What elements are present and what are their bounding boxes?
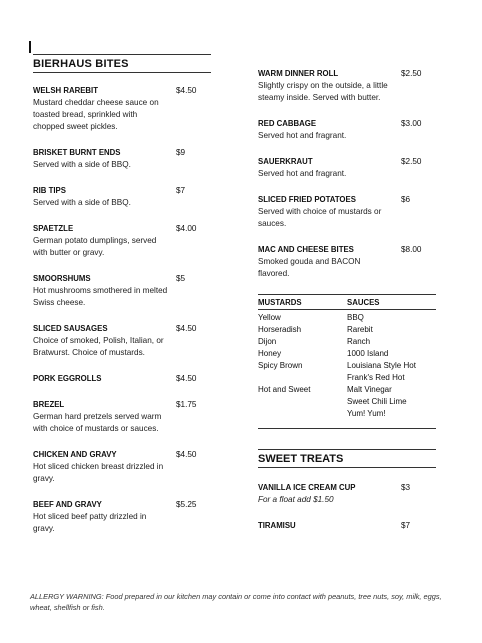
item-description: Served hot and fragrant. (258, 131, 347, 140)
item-price: $4.50 (176, 324, 197, 333)
item-description: Mustard cheddar cheese sauce on toasted bread, sprinkled with chopped sweet pickles. (33, 98, 159, 131)
menu-item (258, 118, 436, 142)
item-name: RED CABBAGE (258, 119, 317, 128)
mustards-header: MUSTARDS (258, 297, 347, 310)
item-name: BREZEL (33, 400, 65, 409)
sauce-item: Sweet Chili Lime (347, 397, 407, 406)
item-name: WARM DINNER ROLL (258, 69, 339, 78)
right-column (258, 68, 436, 546)
item-name: SPAETZLE (33, 224, 74, 233)
item-price: $7 (401, 521, 411, 530)
item-name: PORK EGGROLLS (33, 374, 102, 383)
allergy-warning: ALLERGY WARNING: Food prepared in our kitchen may contain or come into contact with peanuts, tree nuts, soy, milk, eggs, wheat, shellfish or fish. (30, 592, 442, 612)
sauce-item: 1000 Island (347, 349, 389, 358)
item-description: German hard pretzels served warm with choice of mustards or sauces. (33, 412, 162, 433)
item-price: $3.00 (401, 119, 422, 128)
item-price: $7 (176, 186, 186, 195)
sauce-item: Rarebit (347, 325, 373, 334)
item-description: Served with a side of BBQ. (33, 198, 131, 207)
item-price: $5.25 (176, 500, 197, 509)
sauce-item: Yum! Yum! (347, 409, 386, 418)
item-price: $4.50 (176, 86, 197, 95)
menu-item (258, 482, 436, 506)
left-column (33, 54, 211, 549)
item-price: $9 (176, 148, 186, 157)
menu-item (258, 520, 436, 532)
item-name: WELSH RAREBIT (33, 86, 98, 95)
item-name: MAC AND CHEESE BITES (258, 245, 354, 254)
item-name: BRISKET BURNT ENDS (33, 148, 121, 157)
item-price: $4.50 (176, 450, 197, 459)
menu-item (258, 244, 436, 280)
item-description: Hot mushrooms smothered in melted Swiss cheese. (33, 286, 168, 307)
item-price: $4.00 (176, 224, 197, 233)
item-description: Smoked gouda and BACON flavored. (258, 257, 361, 278)
item-name: CHICKEN AND GRAVY (33, 450, 117, 459)
text-cursor (29, 41, 31, 53)
item-price: $2.50 (401, 69, 422, 78)
mustard-item (258, 372, 347, 384)
mustard-item: Hot and Sweet (258, 385, 311, 394)
section-title-bierhaus-bites: BIERHAUS BITES (33, 54, 211, 73)
menu-item (258, 194, 436, 230)
menu-item (258, 156, 436, 180)
item-description: Hot sliced chicken breast drizzled in gravy. (33, 462, 164, 483)
item-price: $5 (176, 274, 186, 283)
menu-item (258, 68, 436, 104)
item-description: Served with a side of BBQ. (33, 160, 131, 169)
section-title-sweet-treats: SWEET TREATS (258, 449, 436, 468)
condiments-header-row (258, 297, 436, 312)
item-price: $6 (401, 195, 411, 204)
item-description: Hot sliced beef patty drizzled in gravy. (33, 512, 147, 533)
menu-item (33, 449, 211, 485)
item-name: RIB TIPS (33, 186, 66, 195)
item-description: For a float add $1.50 (258, 495, 334, 504)
sauces-header: SAUCES (347, 297, 436, 310)
sauce-item: Ranch (347, 337, 371, 346)
sauces-list (347, 312, 436, 420)
menu-item (33, 223, 211, 259)
mustard-item: Yellow (258, 313, 281, 322)
item-name: TIRAMISU (258, 521, 296, 530)
item-name: SLICED SAUSAGES (33, 324, 108, 333)
menu-item (33, 499, 211, 535)
menu-item (33, 323, 211, 359)
menu-item (33, 85, 211, 133)
mustards-list (258, 312, 347, 420)
item-description: Served hot and fragrant. (258, 169, 347, 178)
item-name: BEEF AND GRAVY (33, 500, 102, 509)
item-price: $4.50 (176, 374, 197, 383)
item-name: SAUERKRAUT (258, 157, 313, 166)
menu-item (33, 185, 211, 209)
menu-item (33, 147, 211, 171)
sauce-item: Malt Vinegar (347, 385, 392, 394)
item-price: $2.50 (401, 157, 422, 166)
menu-item (33, 273, 211, 309)
item-description: German potato dumplings, served with butter or gravy. (33, 236, 157, 257)
menu-item (33, 373, 211, 385)
item-name: SLICED FRIED POTATOES (258, 195, 356, 204)
sauce-item: BBQ (347, 313, 364, 322)
item-price: $3 (401, 483, 411, 492)
mustard-item: Spicy Brown (258, 361, 303, 370)
item-name: VANILLA ICE CREAM CUP (258, 483, 356, 492)
menu-item (33, 399, 211, 435)
mustard-item: Honey (258, 349, 282, 358)
mustard-item: Horseradish (258, 325, 302, 334)
item-name: SMOORSHUMS (33, 274, 91, 283)
item-description: Served with choice of mustards or sauces. (258, 207, 382, 228)
sauce-item: Frank's Red Hot (347, 373, 405, 382)
item-description: Slightly crispy on the outside, a little steamy inside. Served with butter. (258, 81, 388, 102)
mustard-item: Dijon (258, 337, 277, 346)
item-description: Choice of smoked, Polish, Italian, or Bratwurst. Choice of mustards. (33, 336, 164, 357)
condiments-lists (258, 312, 436, 420)
condiments-table (258, 294, 436, 429)
item-price: $1.75 (176, 400, 197, 409)
sauce-item: Louisiana Style Hot (347, 361, 416, 370)
item-price: $8.00 (401, 245, 422, 254)
